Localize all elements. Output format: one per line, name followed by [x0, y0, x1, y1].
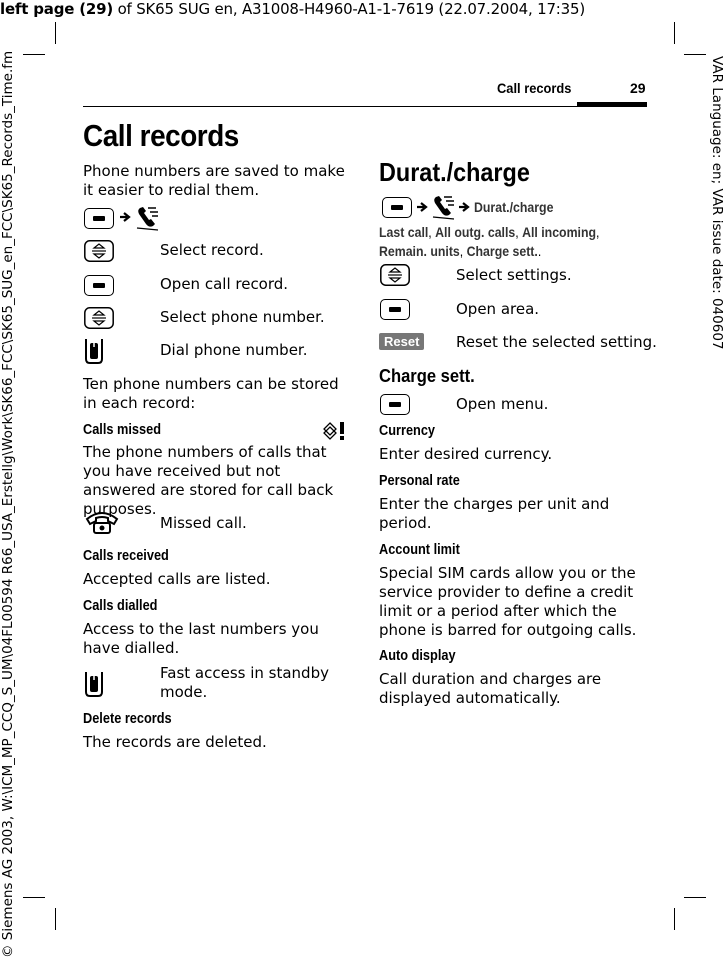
auto-display-heading: Auto display [379, 648, 456, 664]
softkey-icon [380, 299, 410, 324]
option-last-call: Last call [379, 224, 429, 240]
calls-missed-heading: Calls missed [83, 422, 162, 438]
softkey-icon [380, 394, 410, 419]
personal-rate-text: Enter the charges per unit and period. [379, 495, 610, 532]
softkey-icon [84, 208, 114, 229]
header-rule [83, 106, 647, 107]
auto-display-text: Call duration and charges are displayed automatically. [379, 670, 602, 707]
vertical-copyright: © Siemens AG 2003, W:\ICM_MP_CCQ_S_UM\04FL00594 R66_USA_Erstellg\Work\SK66_FCC\SK65_SUG_en_FCC\SK65_Records_Time.fm [0, 50, 16, 958]
navigate-up-down-icon [84, 240, 114, 266]
personal-rate-heading: Personal rate [379, 473, 460, 489]
option-all-incoming: All incoming [522, 224, 597, 240]
option-charge-sett: Charge sett. [466, 243, 538, 259]
print-header [0, 0, 585, 18]
missed-call-icon [84, 509, 120, 539]
step-text: Select settings. [456, 266, 572, 284]
step-text: Reset the selected setting. [456, 333, 657, 351]
crop-mark [674, 22, 675, 44]
calls-missed-text: The phone numbers of calls that you have received but not answered are stored for call back purposes. [83, 443, 334, 518]
call-key-icon [84, 670, 104, 702]
crop-mark [55, 908, 56, 930]
crop-mark [684, 897, 706, 898]
calls-dialled-text: Access to the last numbers you have dialled. [83, 620, 319, 657]
arrow-right-icon [416, 196, 428, 222]
calls-received-heading: Calls received [83, 548, 169, 564]
page-title: Call records [83, 118, 239, 153]
charge-step-text: Open menu. [456, 395, 549, 413]
step-text: Open area. [456, 300, 540, 318]
softkey-icon [382, 197, 412, 222]
crop-mark [55, 22, 56, 44]
page-number: 29 [630, 80, 646, 96]
reset-softkey: Reset [379, 333, 424, 350]
charge-sett-title: Charge sett. [379, 366, 475, 386]
step-text: Select record. [160, 241, 264, 259]
navigate-up-down-icon [84, 307, 114, 333]
vertical-language-info: VAR Language: en; VAR issue date: 040607 [709, 56, 725, 350]
step-text: Dial phone number. [160, 341, 308, 359]
account-limit-text: Special SIM cards allow you or the service provider to define a credit limit or a period after which the phone is barred for outgoing calls. [379, 564, 637, 639]
print-header-bold: left page (29) [0, 0, 114, 18]
step-text: Open call record. [160, 275, 289, 293]
option-all-outg-calls: All outg. calls [435, 224, 516, 240]
menu-path-label: Durat./charge [474, 199, 554, 215]
call-records-menu-icon [134, 204, 160, 236]
step-text: Select phone number. [160, 308, 325, 326]
arrow-right-icon [458, 196, 470, 222]
options-list: Last call, All outg. calls, All incoming, Remain. units, Charge sett.. [379, 224, 600, 259]
crop-mark [23, 54, 45, 55]
crop-mark [23, 897, 45, 898]
call-key-icon [84, 337, 104, 369]
missed-call-text: Missed call. [160, 514, 247, 532]
option-remain-units: Remain. units [379, 243, 460, 259]
delete-records-heading: Delete records [83, 711, 172, 727]
currency-heading: Currency [379, 423, 436, 439]
calls-dialled-heading: Calls dialled [83, 598, 158, 614]
store-note: Ten phone numbers can be stored in each record: [83, 375, 339, 412]
account-limit-heading: Account limit [379, 542, 460, 558]
print-header-rest: of SK65 SUG en, A31008-H4960-A1-1-7619 (22.07.2004, 17:35) [113, 0, 585, 18]
crop-mark [674, 908, 675, 930]
section-title-durat-charge: Durat./charge [379, 157, 530, 187]
intro-text: Phone numbers are saved to make it easier to redial them. [83, 162, 345, 199]
crop-mark [684, 54, 706, 55]
softkey-icon [84, 275, 114, 300]
arrow-right-icon [119, 206, 131, 232]
calls-received-text: Accepted calls are listed. [83, 570, 271, 588]
delete-records-text: The records are deleted. [83, 733, 267, 751]
navigate-up-down-icon [380, 264, 410, 290]
fast-access-text: Fast access in standby mode. [160, 664, 329, 701]
currency-text: Enter desired currency. [379, 445, 553, 463]
call-records-menu-icon [430, 193, 456, 225]
running-head-title: Call records [497, 80, 572, 96]
